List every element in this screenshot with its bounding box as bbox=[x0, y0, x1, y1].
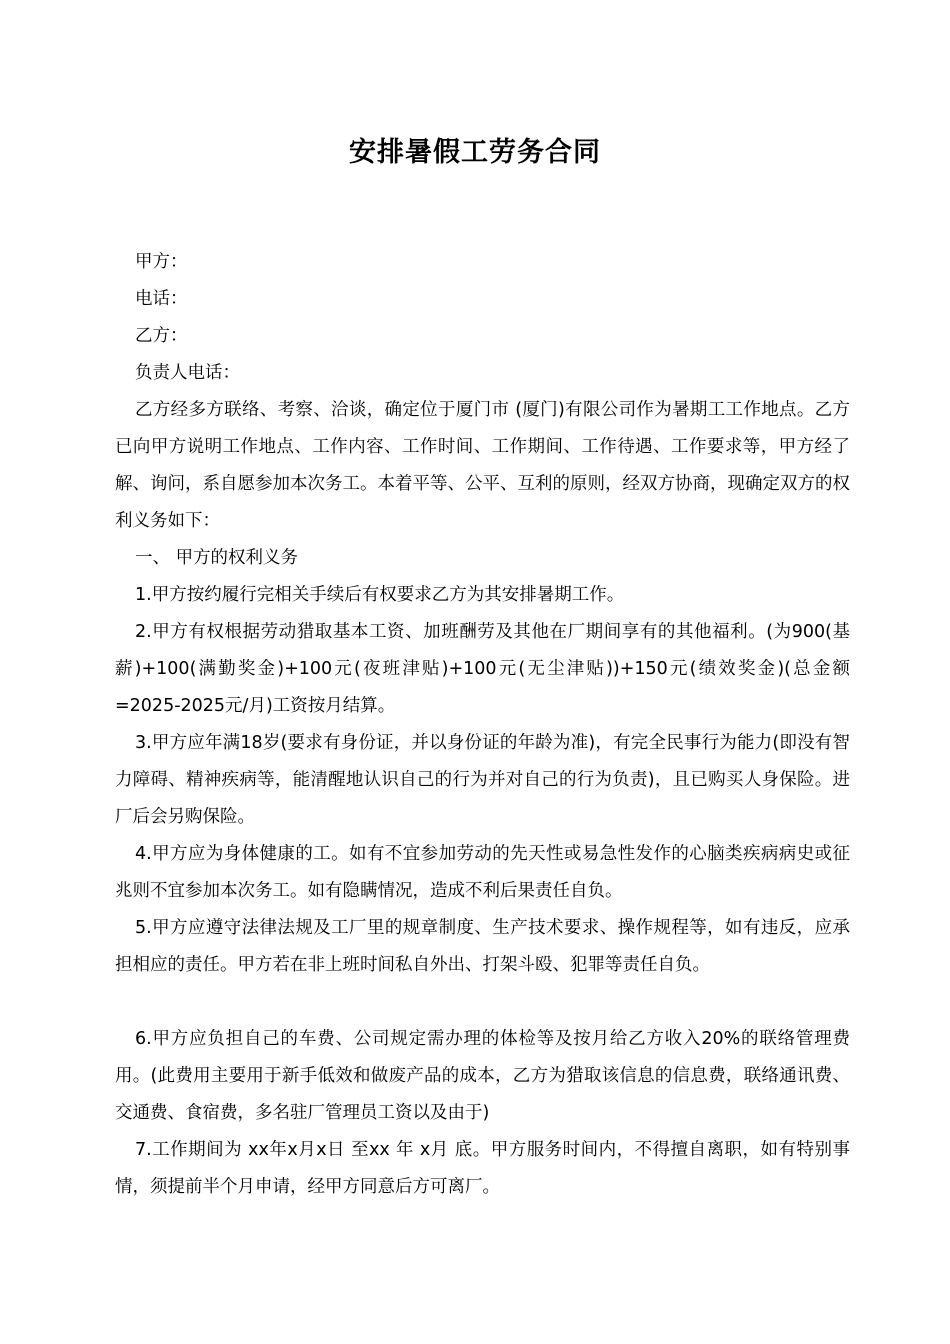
clause-1: 1.甲方按约履行完相关手续后有权要求乙方为其安排暑期工作。 bbox=[135, 585, 625, 605]
phone-field: 电话： bbox=[135, 289, 188, 309]
intro-paragraph: 乙方经多方联络、考察、洽谈，确定位于厦门市 (厦门)有限公司作为暑期工工作地点。乙方已向甲方说明工作地点、工作内容、工作时间、工作期间、工作待遇、工作要求等，甲方经了解、询问，系自愿参加本次务工。本着平等、公平、互利的原则，经双方协商，现确定双方的权利义务如下： bbox=[115, 400, 850, 531]
party-b-field: 乙方： bbox=[135, 326, 188, 346]
clause-7: 7.工作期间为 xx年x月x日 至xx 年 x月 底。甲方服务时间内，不得擅自离职，如有特别事情，须提前半个月申请，经甲方同意后方可离厂。 bbox=[115, 1140, 850, 1197]
clause-6: 6.甲方应负担自己的车费、公司规定需办理的体检等及按月给乙方收入20%的联络管理费用。(此费用主要用于新手低效和做废产品的成本，乙方为猎取该信息的信息费，联络通讯费、交通费、食宿费，多名驻厂管理员工资以及由于) bbox=[115, 1029, 850, 1123]
blank-line bbox=[115, 984, 850, 1021]
clause-2: 2.甲方有权根据劳动猎取基本工资、加班酬劳及其他在厂期间享有的其他福利。(为900(基薪)+100(满勤奖金)+100元(夜班津贴)+100元(无尘津贴))+150元(绩效奖金)(总金额=2025-2025元/月)工资按月结算。 bbox=[115, 622, 850, 716]
party-a-field: 甲方： bbox=[135, 252, 188, 272]
clause-4: 4.甲方应为身体健康的工。如有不宜参加劳动的先天性或易急性发作的心脑类疾病病史或征兆则不宜参加本次务工。如有隐瞒情况，造成不利后果责任自负。 bbox=[115, 844, 850, 901]
clause-3: 3.甲方应年满18岁(要求有身份证，并以身份证的年龄为准)，有完全民事行为能力(即没有智力障碍、精神疾病等，能清醒地认识自己的行为并对自己的行为负责)，且已购买人身保险。进厂后会另购保险。 bbox=[115, 733, 850, 827]
clause-5: 5.甲方应遵守法律法规及工厂里的规章制度、生产技术要求、操作规程等，如有违反，应承担相应的责任。甲方若在非上班时间私自外出、打架斗殴、犯罪等责任自负。 bbox=[115, 918, 850, 975]
section-heading: 一、 甲方的权利义务 bbox=[135, 548, 299, 568]
contact-phone-field: 负责人电话： bbox=[135, 363, 240, 383]
document-title: 安排暑假工劳务合同 bbox=[349, 137, 601, 168]
document-body bbox=[115, 244, 850, 1206]
